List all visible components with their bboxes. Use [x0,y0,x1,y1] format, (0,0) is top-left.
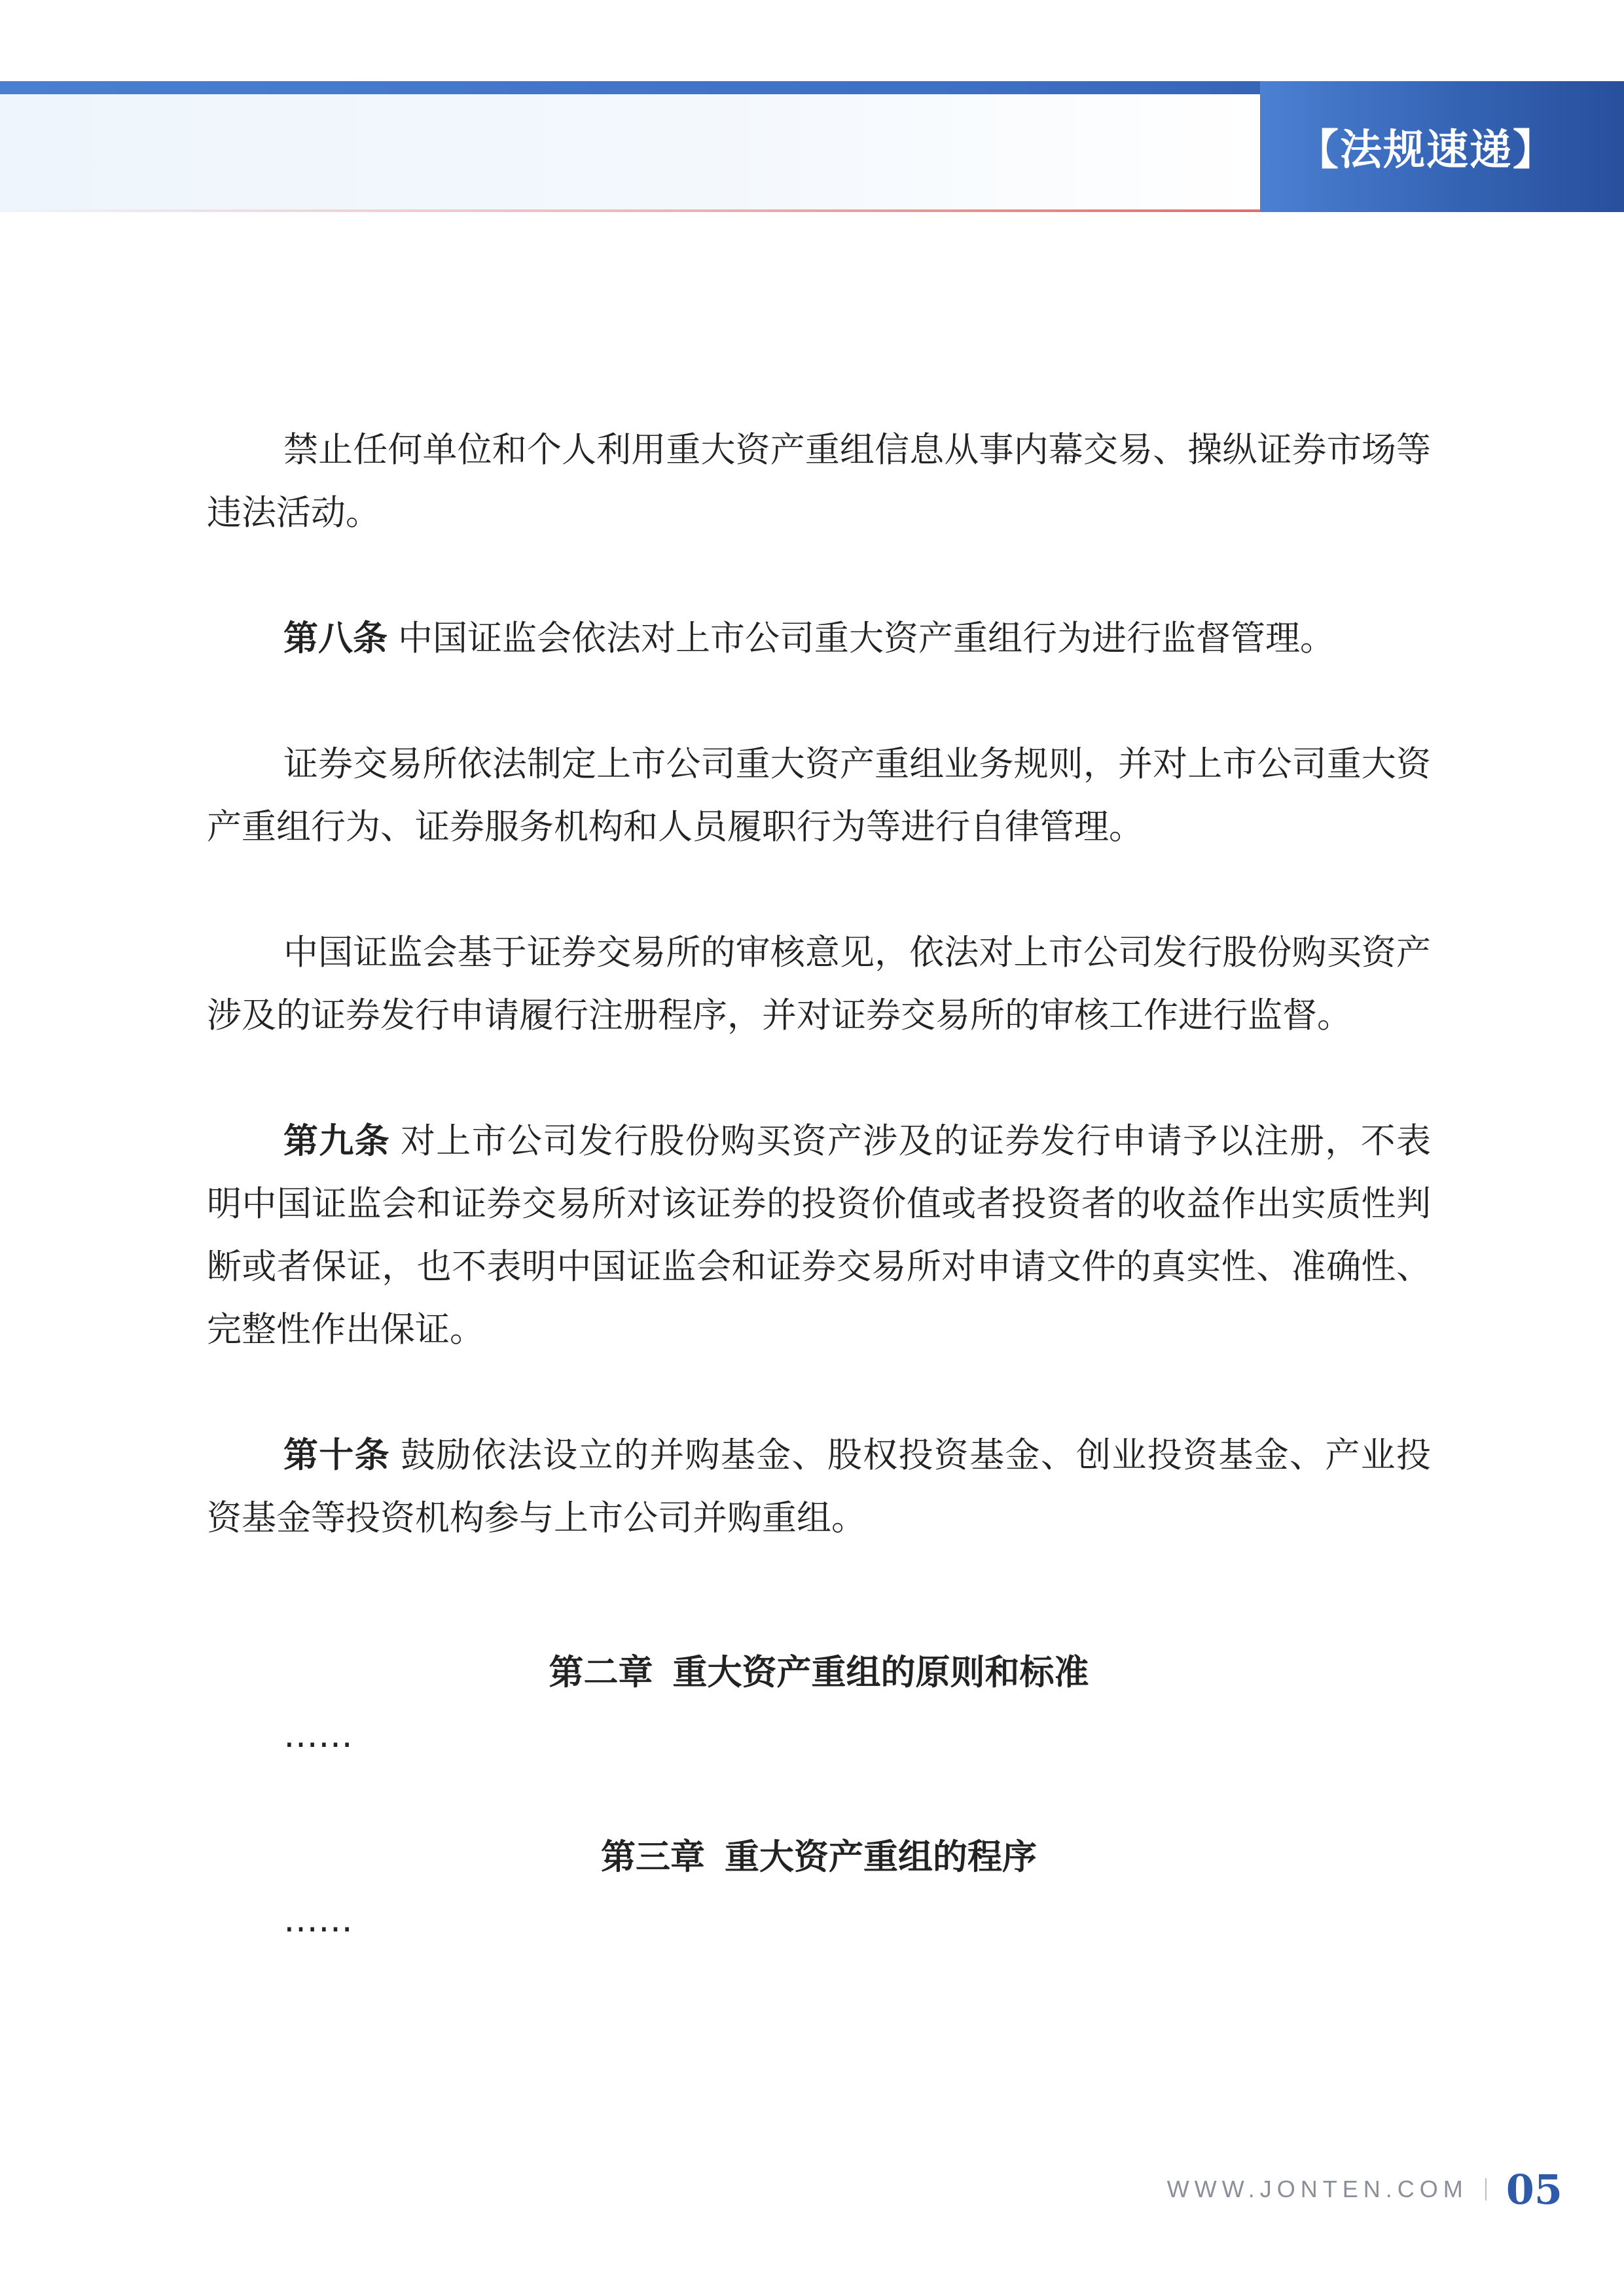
chapter-3-ellipsis: …… [283,1900,353,1940]
chapter-2-number: 第二章 [549,1653,653,1693]
article-9-label: 第九条 [283,1121,390,1161]
article-8-label: 第八条 [283,619,388,658]
paragraph-prohibition: 禁止任何单位和个人利用重大资产重组信息从事内幕交易、操纵证券市场等违法活动。 [207,430,1431,533]
chapter-3-heading [207,1826,1431,1889]
article-body [207,419,1431,1952]
header-band [0,94,1260,212]
article-9 [207,1110,1431,1361]
article-8-text: 中国证监会依法对上市公司重大资产重组行为进行监督管理。 [398,619,1335,658]
article-10-text: 鼓励依法设立的并购基金、股权投资基金、创业投资基金、产业投资基金等投资机构参与上市公司并购重组。 [207,1435,1432,1538]
chapter-2-title: 重大资产重组的原则和标准 [672,1653,1089,1693]
article-10 [207,1424,1431,1550]
chapter-2-heading [207,1641,1431,1704]
page-number: 05 [1506,2165,1562,2214]
chapter-3-number: 第三章 [601,1837,705,1877]
footer-website: WWW.JONTEN.COM [1166,2176,1468,2202]
chapter-3-title: 重大资产重组的程序 [725,1837,1037,1877]
section-tag [1260,81,1624,212]
article-10-label: 第十条 [283,1435,390,1475]
article-9-text: 对上市公司发行股份购买资产涉及的证券发行申请予以注册，不表明中国证监会和证券交易所对该证券的投资价值或者投资者的收益作出实质性判断或者保证，也不表明中国证监会和证券交易所对申请文件的真实性、准确性、完整性作出保证。 [207,1121,1432,1350]
section-tag-label: 【法规速递】 [1297,126,1556,175]
page-footer [1167,2160,1562,2219]
header-divider [0,209,1260,212]
chapter-2-ellipsis: …… [283,1715,353,1755]
paragraph-exchange-rules: 证券交易所依法制定上市公司重大资产重组业务规则，并对上市公司重大资产重组行为、证券服务机构和人员履职行为等进行自律管理。 [207,744,1431,847]
footer-separator [1485,2178,1487,2200]
paragraph-csrc-registration: 中国证监会基于证券交易所的审核意见，依法对上市公司发行股份购买资产涉及的证券发行申请履行注册程序，并对证券交易所的审核工作进行监督。 [207,933,1431,1035]
article-8 [207,607,1431,670]
